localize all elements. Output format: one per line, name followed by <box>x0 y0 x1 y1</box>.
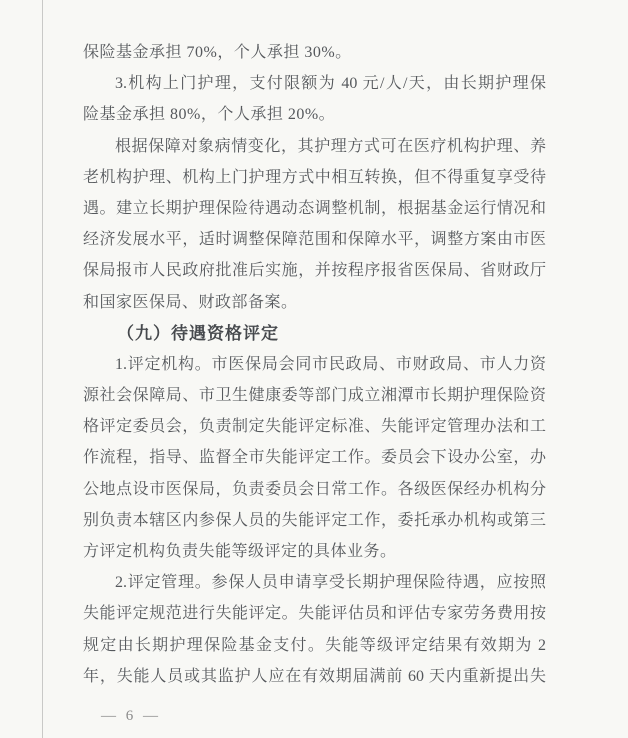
text-line: 年，失能人员或其监护人应在有效期届满前 60 天内重新提出失 <box>83 667 546 685</box>
text-line: 作流程，指导、监督全市失能评定工作。委员会下设办公室，办 <box>83 449 546 467</box>
text-line: 遇。建立长期护理保险待遇动态调整机制，根据基金运行情况和 <box>83 199 546 217</box>
scan-edge-line <box>42 0 43 738</box>
text-line: 经济发展水平，适时调整保障范围和保障水平，调整方案由市医 <box>83 231 546 249</box>
text-line: 失能评定规范进行失能评定。失能评估员和评估专家劳务费用按 <box>83 605 546 623</box>
document-body <box>83 37 546 692</box>
text-line: 别负责本辖区内参保人员的失能评定工作，委托承办机构或第三 <box>83 511 546 529</box>
text-line: 老机构护理、机构上门护理方式中相互转换，但不得重复享受待 <box>83 168 546 186</box>
text-line: 源社会保障局、市卫生健康委等部门成立湘潭市长期护理保险资 <box>83 387 546 405</box>
text-line: 和国家医保局、财政部备案。 <box>83 293 298 311</box>
text-line: 方评定机构负责失能等级评定的具体业务。 <box>83 543 397 560</box>
text-line: 规定由长期护理保险基金支付。失能等级评定结果有效期为 2 <box>83 636 546 654</box>
text-line: 根据保障对象病情变化，其护理方式可在医疗机构护理、养 <box>115 137 546 155</box>
text-line: 险基金承担 80%，个人承担 20%。 <box>83 106 336 124</box>
text-line: 2.评定管理。参保人员申请享受长期护理保险待遇，应按照 <box>115 574 546 592</box>
text-line: 公地点设市医保局，负责委员会日常工作。各级医保经办机构分 <box>83 480 546 498</box>
text-line: 格评定委员会，负责制定失能评定标准、失能评定管理办法和工 <box>83 418 546 436</box>
text-line: 1.评定机构。市医保局会同市民政局、市财政局、市人力资 <box>115 355 546 373</box>
text-line: 保险基金承担 70%，个人承担 30%。 <box>83 44 352 61</box>
page-number: — 6 — <box>101 708 161 724</box>
section-heading: （九）待遇资格评定 <box>117 323 279 343</box>
text-line: 3.机构上门护理，支付限额为 40 元/人/天，由长期护理保 <box>115 75 546 93</box>
text-line: 保局报市人民政府批准后实施，并按程序报省医保局、省财政厅 <box>83 262 546 280</box>
